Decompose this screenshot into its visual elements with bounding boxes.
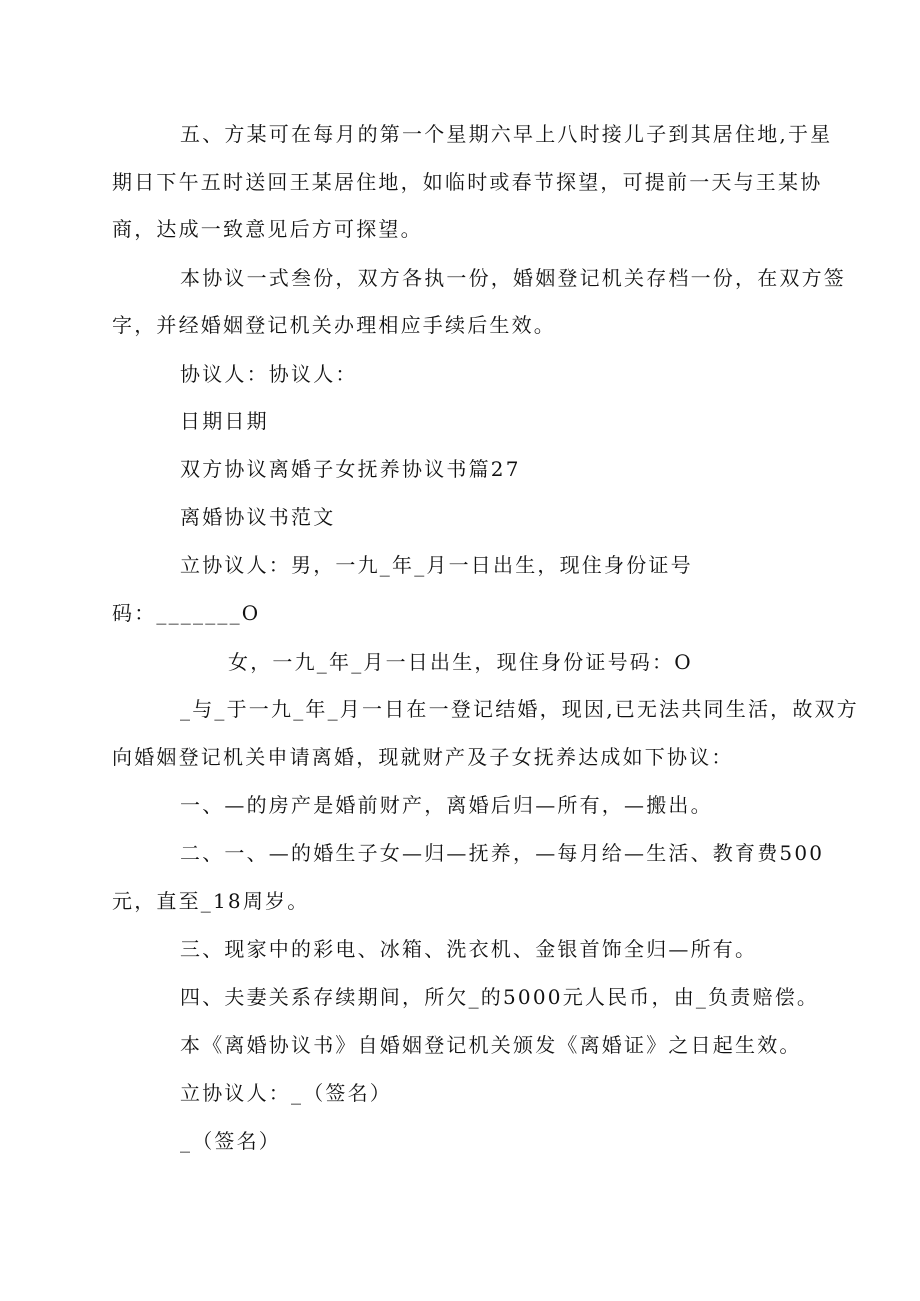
signature-line-2: _（签名）: [180, 1129, 281, 1153]
effective-clause: 本《离婚协议书》自婚姻登记机关颁发《离婚证》之日起生效。: [180, 1033, 802, 1057]
paragraph-clause-five-line-2: 期日下午五时送回王某居住地，如临时或春节探望，可提前一天与王某协: [112, 170, 823, 194]
dates-line: 日期日期: [180, 409, 269, 433]
signature-line-1: 立协议人：_（签名）: [180, 1081, 392, 1105]
clause-two-custody-line-1: 二、一、—的婚生子女—归—抚养，—每月给—生活、教育费500: [180, 841, 825, 865]
paragraph-marriage-line-2: 向婚姻登记机关申请离婚，现就财产及子女抚养达成如下协议：: [112, 745, 734, 769]
signatories-line: 协议人：协议人：: [180, 362, 358, 386]
section-heading: 双方协议离婚子女抚养协议书篇27: [180, 457, 521, 481]
paragraph-copies-line-1: 本协议一式叁份，双方各执一份，婚姻登记机关存档一份，在双方签: [180, 266, 846, 290]
party-male-line-2: 码：_______O: [112, 601, 261, 625]
paragraph-clause-five-line-3: 商，达成一致意见后方可探望。: [112, 217, 423, 241]
clause-four-debt: 四、夫妻关系存续期间，所欠_的5000元人民币，由_负责赔偿。: [180, 985, 820, 1009]
party-male-line-1: 立协议人：男，一九_年_月一日出生，现住身份证号: [180, 553, 693, 577]
clause-three-appliances: 三、现家中的彩电、冰箱、洗衣机、金银首饰全归—所有。: [180, 937, 758, 961]
clause-one-property: 一、—的房产是婚前财产，离婚后归—所有，—搬出。: [180, 793, 713, 817]
clause-two-custody-line-2: 元，直至_18周岁。: [112, 889, 310, 913]
paragraph-marriage-line-1: _与_于一九_年_月一日在一登记结婚，现因,已无法共同生活，故双方: [180, 697, 859, 721]
paragraph-clause-five-line-1: 五、方某可在每月的第一个星期六早上八时接儿子到其居住地,于星: [180, 122, 833, 146]
party-female-line: 女，一九_年_月一日出生，现住身份证号码：O: [228, 650, 693, 674]
document-title: 离婚协议书范文: [180, 505, 336, 529]
paragraph-copies-line-2: 字，并经婚姻登记机关办理相应手续后生效。: [112, 313, 556, 337]
